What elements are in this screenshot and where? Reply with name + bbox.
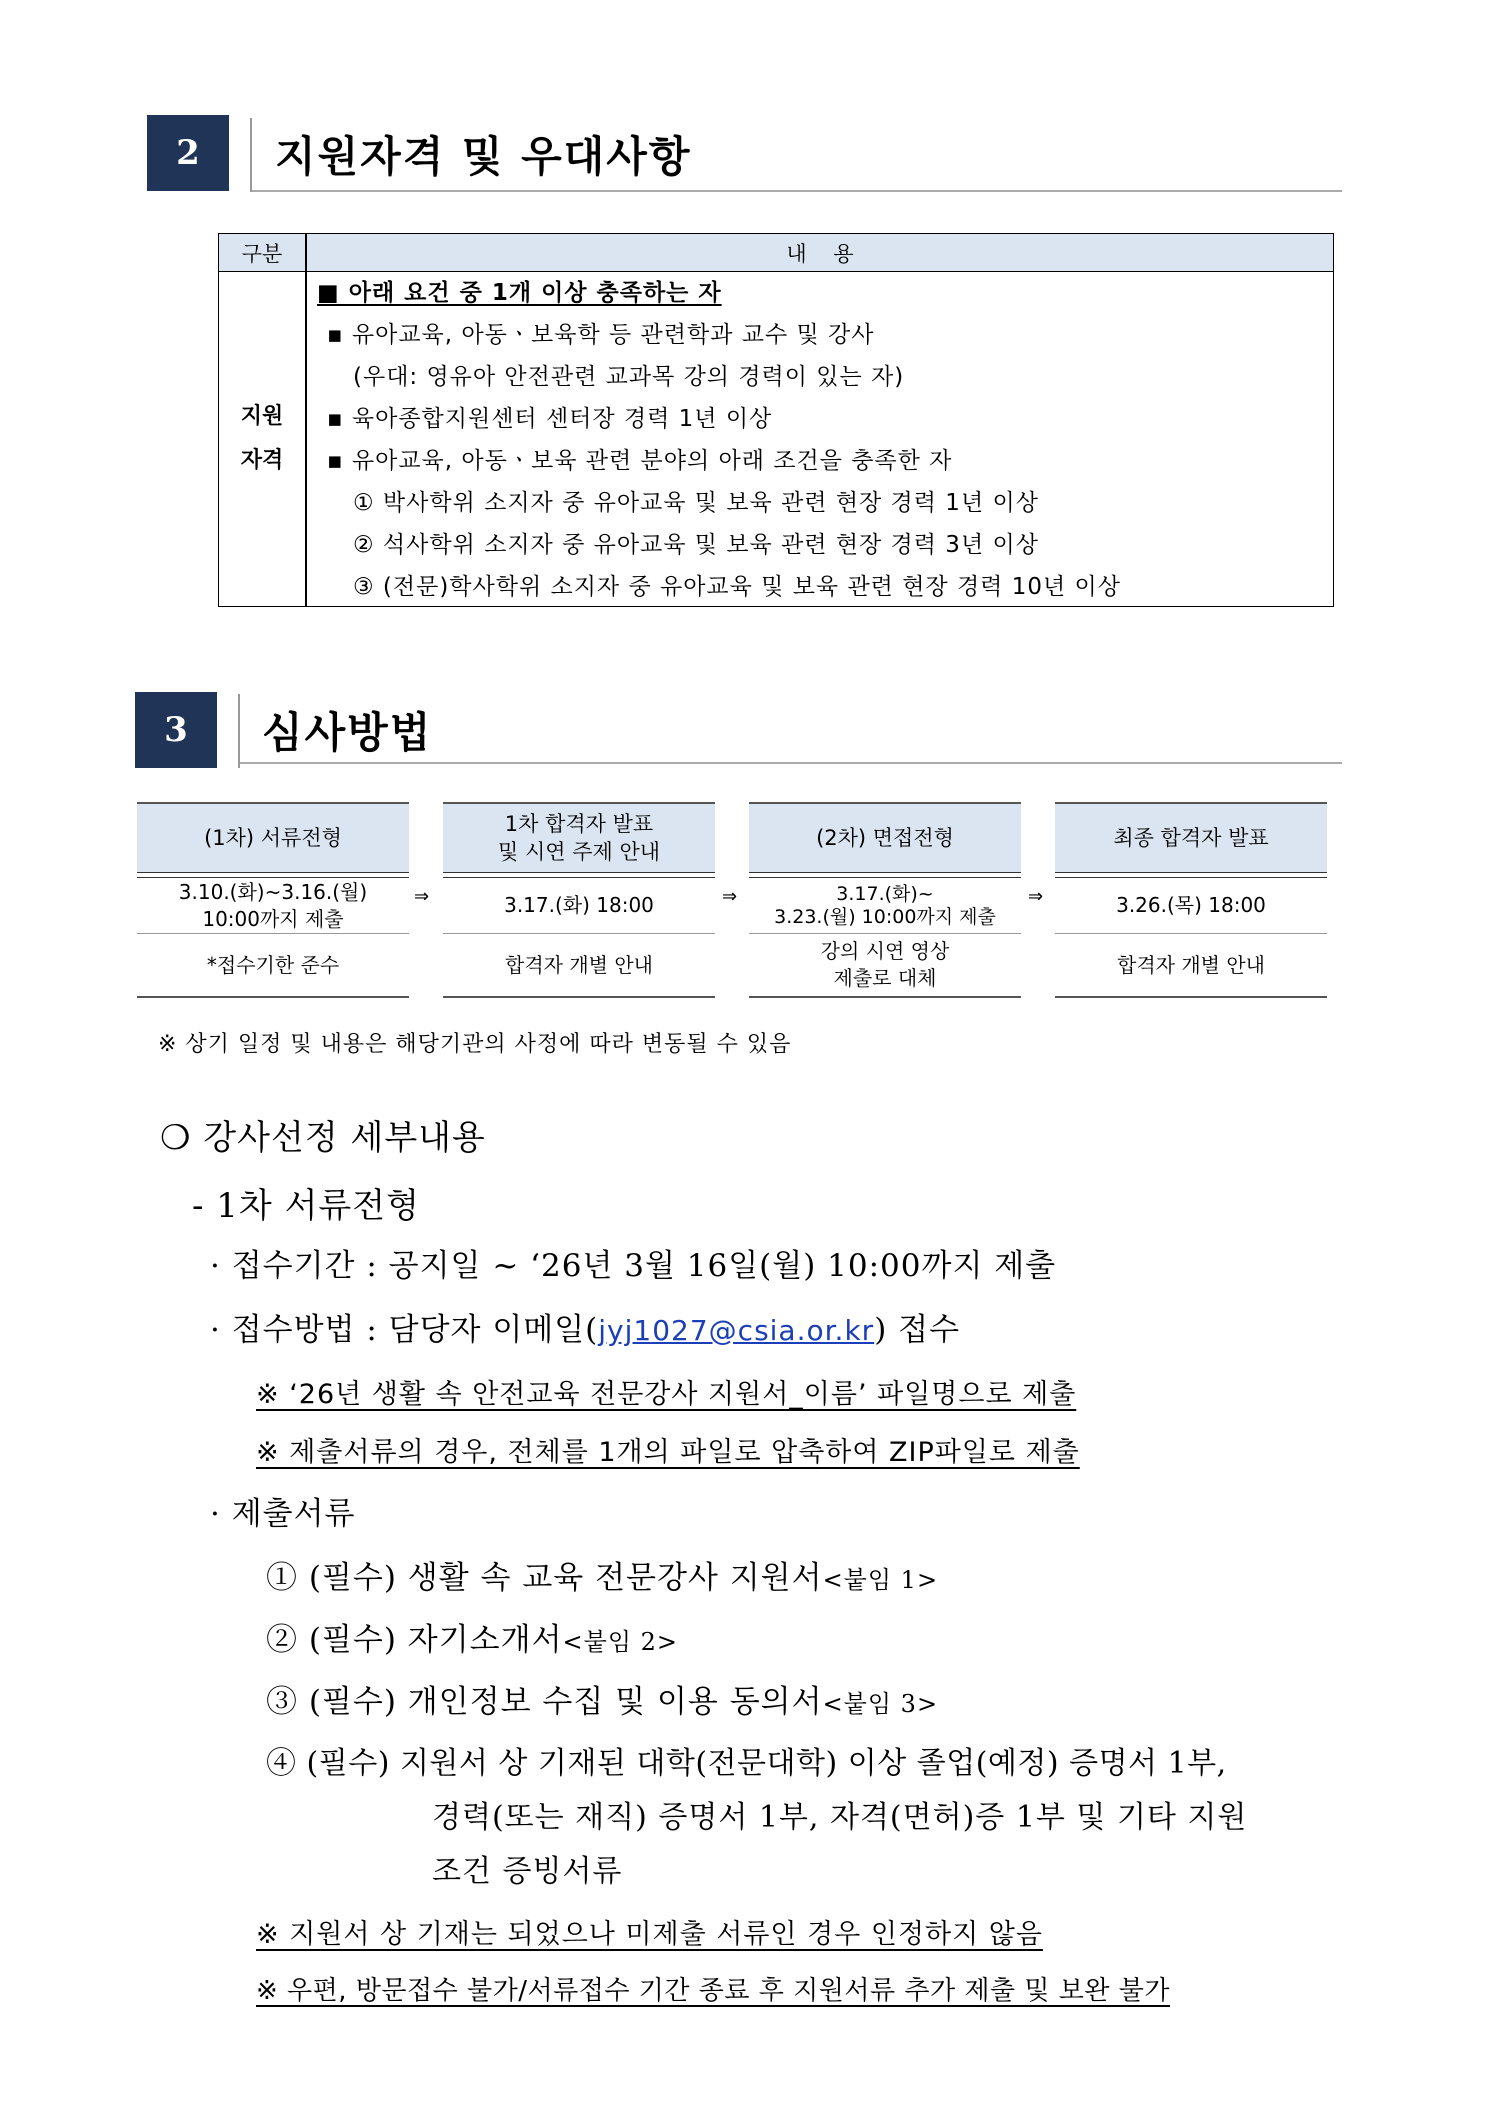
step-date-line: 3.17.(화) 18:00 bbox=[504, 893, 654, 917]
step-note-text: *접수기한 준수 bbox=[206, 952, 340, 977]
document-text: ③ (필수) 개인정보 수집 및 이용 동의서 bbox=[266, 1684, 823, 1720]
step-title bbox=[749, 802, 1021, 872]
requirement-heading: ■ 아래 요건 중 1개 이상 충족하는 자 bbox=[317, 280, 722, 306]
row-label-line: 자격 bbox=[240, 448, 284, 473]
step-date-line: 3.26.(목) 18:00 bbox=[1116, 893, 1266, 917]
document-text: ② (필수) 자기소개서 bbox=[266, 1622, 563, 1658]
step-note bbox=[1055, 934, 1327, 998]
header-category: 구분 bbox=[241, 242, 283, 266]
step-note-text: 합격자 개별 안내 bbox=[505, 952, 653, 977]
schedule-footnote: ※ 상기 일정 및 내용은 해당기관의 사정에 따라 변동될 수 있음 bbox=[158, 1032, 792, 1057]
details-heading: ❍ 강사선정 세부내용 bbox=[160, 1118, 486, 1158]
qualification-table bbox=[218, 233, 1334, 607]
arrow-icon: ⇒ bbox=[414, 886, 430, 907]
step-title bbox=[137, 802, 409, 872]
method-prefix: · 접수방법 : 담당자 이메일( bbox=[210, 1312, 599, 1348]
step-title-line: 및 시연 주제 안내 bbox=[497, 840, 661, 864]
step-title-text: (1차) 서류전형 bbox=[204, 826, 342, 850]
zip-note: ※ 제출서류의 경우, 전체를 1개의 파일로 압축하여 ZIP파일로 제출 bbox=[256, 1437, 1080, 1468]
email-link[interactable]: jyj1027@csia.or.kr bbox=[598, 1314, 875, 1347]
section-number-badge: 2 bbox=[147, 115, 229, 191]
step-title bbox=[443, 802, 715, 872]
document-text: ① (필수) 생활 속 교육 전문강사 지원서 bbox=[266, 1560, 823, 1596]
step-note-line: 강의 시연 영상 bbox=[820, 939, 950, 963]
column-divider bbox=[305, 234, 307, 606]
requirement-subitem: ② 석사학위 소지자 중 유아교육 및 보육 관련 현장 경력 3년 이상 bbox=[353, 532, 1039, 558]
section-divider bbox=[238, 694, 240, 768]
step-note-text: 합격자 개별 안내 bbox=[1117, 952, 1265, 977]
step-date bbox=[443, 878, 715, 934]
documents-heading: · 제출서류 bbox=[210, 1496, 356, 1532]
section-title: 지원자격 및 우대사항 bbox=[275, 132, 692, 181]
row-label bbox=[219, 272, 305, 606]
step-date-line: 3.23.(월) 10:00까지 제출 bbox=[774, 905, 996, 928]
step-title-text: 최종 합격자 발표 bbox=[1113, 826, 1269, 850]
step-date-line: 10:00까지 제출 bbox=[202, 906, 344, 931]
table-header-row bbox=[219, 234, 1333, 272]
document-item bbox=[266, 1614, 678, 1659]
method-suffix: ) 접수 bbox=[874, 1312, 961, 1348]
requirement-item: ▪ 유아교육, 아동ㆍ보육 관련 분야의 아래 조건을 충족한 자 bbox=[327, 448, 953, 474]
attachment-ref: <붙임 3> bbox=[822, 1690, 939, 1718]
step-date bbox=[1055, 878, 1327, 934]
step-title-text: (2차) 면접전형 bbox=[816, 826, 954, 850]
header-content: 내 용 bbox=[786, 242, 854, 266]
step-date-line: 3.10.(화)~3.16.(월) bbox=[178, 879, 368, 904]
section-number-badge: 3 bbox=[135, 692, 217, 768]
requirement-subitem: ③ (전문)학사학위 소지자 중 유아교육 및 보육 관련 현장 경력 10년 이상 bbox=[353, 574, 1121, 600]
unsubmitted-note: ※ 지원서 상 기재는 되었으나 미제출 서류인 경우 인정하지 않음 bbox=[256, 1919, 1043, 1950]
details-subheading: - 1차 서류전형 bbox=[192, 1186, 420, 1226]
section-divider bbox=[250, 118, 252, 192]
step-date bbox=[137, 878, 409, 934]
requirement-item: ▪ 육아종합지원센터 센터장 경력 1년 이상 bbox=[327, 406, 773, 432]
document-item-4-line2: 경력(또는 재직) 증명서 1부, 자격(면허)증 1부 및 기타 지원 bbox=[432, 1800, 1248, 1835]
attachment-ref: <붙임 2> bbox=[562, 1628, 679, 1656]
document-item-4-line1: ④ (필수) 지원서 상 기재된 대학(전문대학) 이상 졸업(예정) 증명서 1부, bbox=[266, 1746, 1227, 1781]
attachment-ref: <붙임 1> bbox=[822, 1566, 939, 1594]
document-item bbox=[266, 1676, 938, 1721]
step-date bbox=[749, 878, 1021, 934]
document-item-4-line3: 조건 증빙서류 bbox=[432, 1854, 623, 1889]
arrow-icon: ⇒ bbox=[722, 886, 738, 907]
requirement-item: ▪ 유아교육, 아동ㆍ보육학 등 관련학과 교수 및 강사 bbox=[327, 322, 875, 348]
document-item bbox=[266, 1552, 938, 1597]
row-label-line: 지원 bbox=[240, 404, 284, 429]
mail-note: ※ 우편, 방문접수 불가/서류접수 기간 종료 후 지원서류 추가 제출 및 보완 불가 bbox=[256, 1976, 1170, 2006]
step-note bbox=[137, 934, 409, 998]
section-underline bbox=[252, 190, 1342, 192]
section-underline bbox=[240, 762, 1342, 764]
step-note bbox=[749, 934, 1021, 998]
requirement-preference: (우대: 영유아 안전관련 교과목 강의 경력이 있는 자) bbox=[353, 364, 905, 390]
arrow-icon: ⇒ bbox=[1028, 886, 1044, 907]
section-title: 심사방법 bbox=[262, 708, 433, 757]
filename-note: ※ ‘26년 생활 속 안전교육 전문강사 지원서_이름’ 파일명으로 제출 bbox=[256, 1379, 1077, 1410]
step-note bbox=[443, 934, 715, 998]
application-method bbox=[210, 1304, 960, 1349]
step-title-line: 1차 합격자 발표 bbox=[504, 812, 654, 836]
step-title bbox=[1055, 802, 1327, 872]
application-period: · 접수기간 : 공지일 ~ ‘26년 3월 16일(월) 10:00까지 제출 bbox=[210, 1248, 1057, 1284]
step-date-line: 3.17.(화)~ bbox=[836, 882, 934, 905]
step-note-line: 제출로 대체 bbox=[833, 966, 937, 990]
requirement-subitem: ① 박사학위 소지자 중 유아교육 및 보육 관련 현장 경력 1년 이상 bbox=[353, 490, 1039, 516]
